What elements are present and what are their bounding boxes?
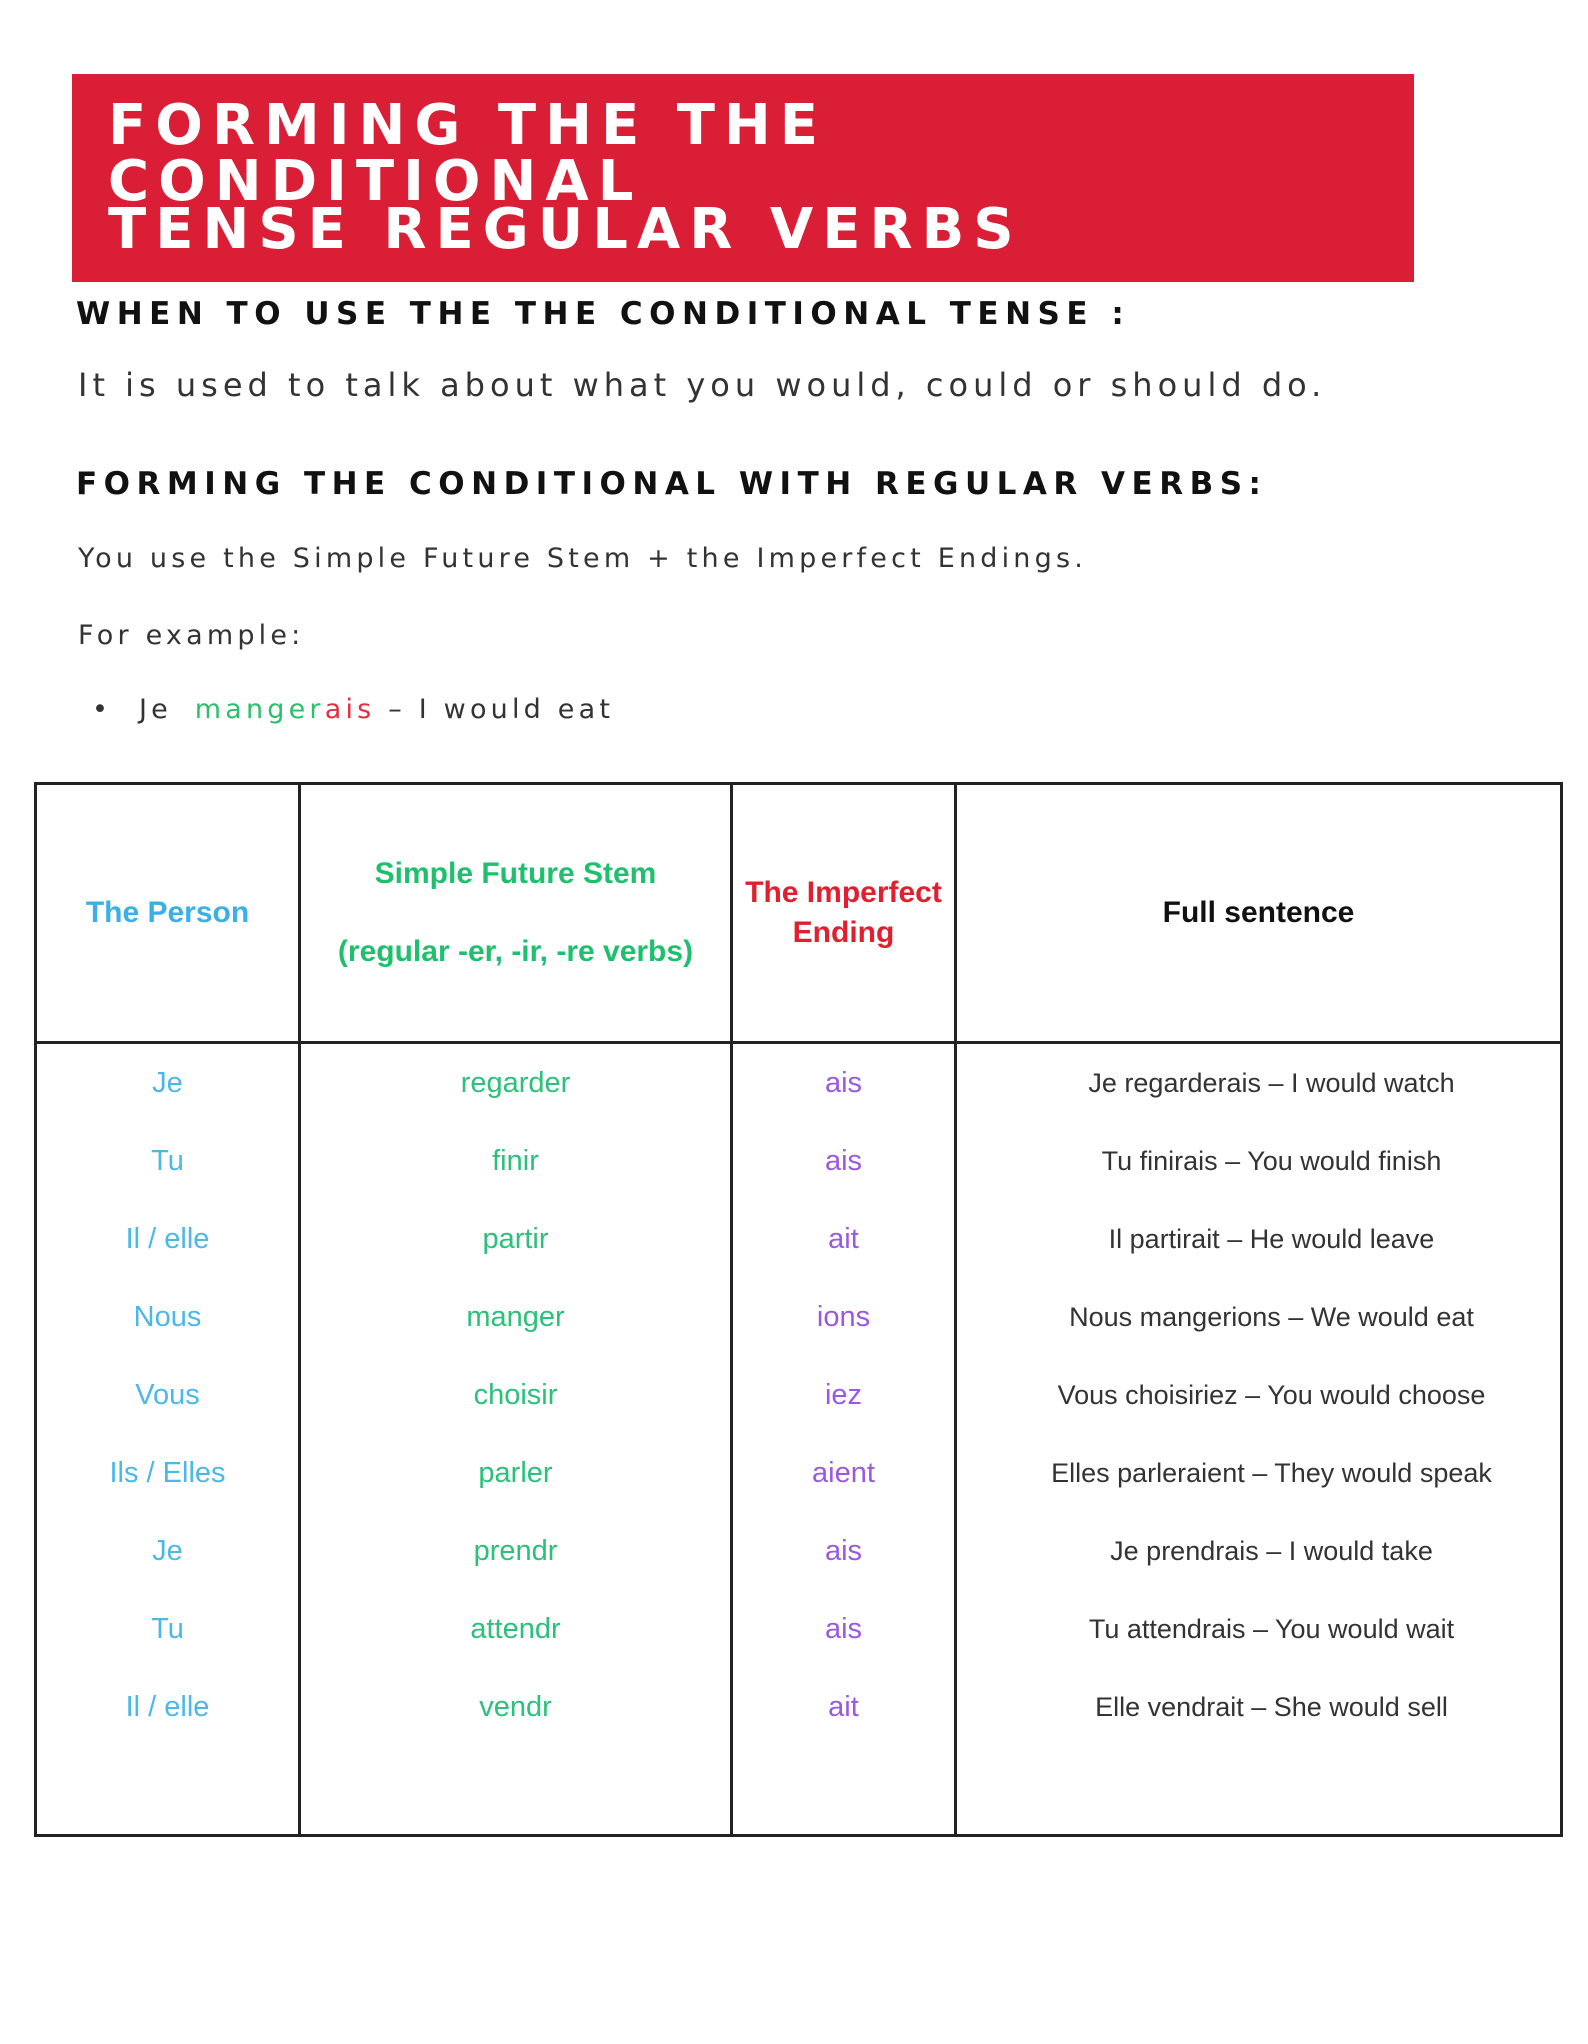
cell-person: Il / elle <box>36 1668 300 1746</box>
cell-stem: finir <box>300 1122 732 1200</box>
when-heading: WHEN TO USE THE THE CONDITIONAL TENSE : <box>76 296 1131 332</box>
cell-ending: ait <box>732 1200 956 1278</box>
cell-person: Il / elle <box>36 1200 300 1278</box>
cell-full-sentence: Elle vendrait – She would sell <box>956 1668 1562 1746</box>
cell-full-sentence: Nous mangerions – We would eat <box>956 1278 1562 1356</box>
table-bottom-padding <box>36 1746 1562 1836</box>
cell-ending: ais <box>732 1122 956 1200</box>
header-full-sentence: Full sentence <box>956 784 1562 1043</box>
when-text: It is used to talk about what you would, could or should do. <box>78 366 1327 404</box>
table-row <box>36 1356 1562 1434</box>
title-line-2: TENSE REGULAR VERBS <box>72 178 1414 282</box>
cell-person: Je <box>36 1512 300 1590</box>
cell-ending: iez <box>732 1356 956 1434</box>
table-row <box>36 1668 1562 1746</box>
header-stem <box>300 784 732 1043</box>
cell-full-sentence: Tu finirais – You would finish <box>956 1122 1562 1200</box>
table-row <box>36 1043 1562 1123</box>
table-row <box>36 1434 1562 1512</box>
cell-stem: vendr <box>300 1668 732 1746</box>
example-translation: – I would eat <box>375 694 615 725</box>
cell-ending: ais <box>732 1590 956 1668</box>
cell-stem: parler <box>300 1434 732 1512</box>
cell-person: Tu <box>36 1122 300 1200</box>
forming-heading: FORMING THE CONDITIONAL WITH REGULAR VERBS: <box>76 466 1268 502</box>
cell-stem: regarder <box>300 1043 732 1123</box>
bullet: • <box>92 694 113 725</box>
table-header-row <box>36 784 1562 1043</box>
header-stem-title: Simple Future Stem <box>374 857 657 890</box>
cell-ending: aient <box>732 1434 956 1512</box>
cell-person: Vous <box>36 1356 300 1434</box>
cell-ending: ions <box>732 1278 956 1356</box>
empty-cell <box>36 1746 300 1836</box>
cell-full-sentence: Il partirait – He would leave <box>956 1200 1562 1278</box>
conjugation-table <box>34 782 1563 1837</box>
header-stem-subtitle: (regular -er, -ir, -re verbs) <box>337 935 694 968</box>
example-stem: manger <box>194 694 325 725</box>
cell-ending: ais <box>732 1043 956 1123</box>
cell-stem: prendr <box>300 1512 732 1590</box>
cell-full-sentence: Je regarderais – I would watch <box>956 1043 1562 1123</box>
cell-stem: choisir <box>300 1356 732 1434</box>
empty-cell <box>956 1746 1562 1836</box>
title-banner <box>72 74 1414 282</box>
table-row <box>36 1512 1562 1590</box>
table-row <box>36 1200 1562 1278</box>
example-pronoun: Je <box>138 694 172 725</box>
cell-person: Tu <box>36 1590 300 1668</box>
header-ending: The Imperfect Ending <box>732 784 956 1043</box>
cell-stem: partir <box>300 1200 732 1278</box>
header-person: The Person <box>36 784 300 1043</box>
cell-person: Je <box>36 1043 300 1123</box>
cell-ending: ais <box>732 1512 956 1590</box>
title-line-1: FORMING THE THE CONDITIONAL <box>72 74 1414 178</box>
cell-full-sentence: Tu attendrais – You would wait <box>956 1590 1562 1668</box>
table-row <box>36 1590 1562 1668</box>
example-ending: ais <box>324 694 376 725</box>
example-item <box>92 694 614 725</box>
empty-cell <box>300 1746 732 1836</box>
cell-full-sentence: Je prendrais – I would take <box>956 1512 1562 1590</box>
cell-person: Nous <box>36 1278 300 1356</box>
example-label: For example: <box>78 620 305 651</box>
cell-full-sentence: Elles parleraient – They would speak <box>956 1434 1562 1512</box>
forming-text: You use the Simple Future Stem + the Imperfect Endings. <box>78 543 1088 574</box>
empty-cell <box>732 1746 956 1836</box>
cell-stem: attendr <box>300 1590 732 1668</box>
table-row <box>36 1122 1562 1200</box>
cell-stem: manger <box>300 1278 732 1356</box>
table-row <box>36 1278 1562 1356</box>
cell-full-sentence: Vous choisiriez – You would choose <box>956 1356 1562 1434</box>
cell-ending: ait <box>732 1668 956 1746</box>
cell-person: Ils / Elles <box>36 1434 300 1512</box>
